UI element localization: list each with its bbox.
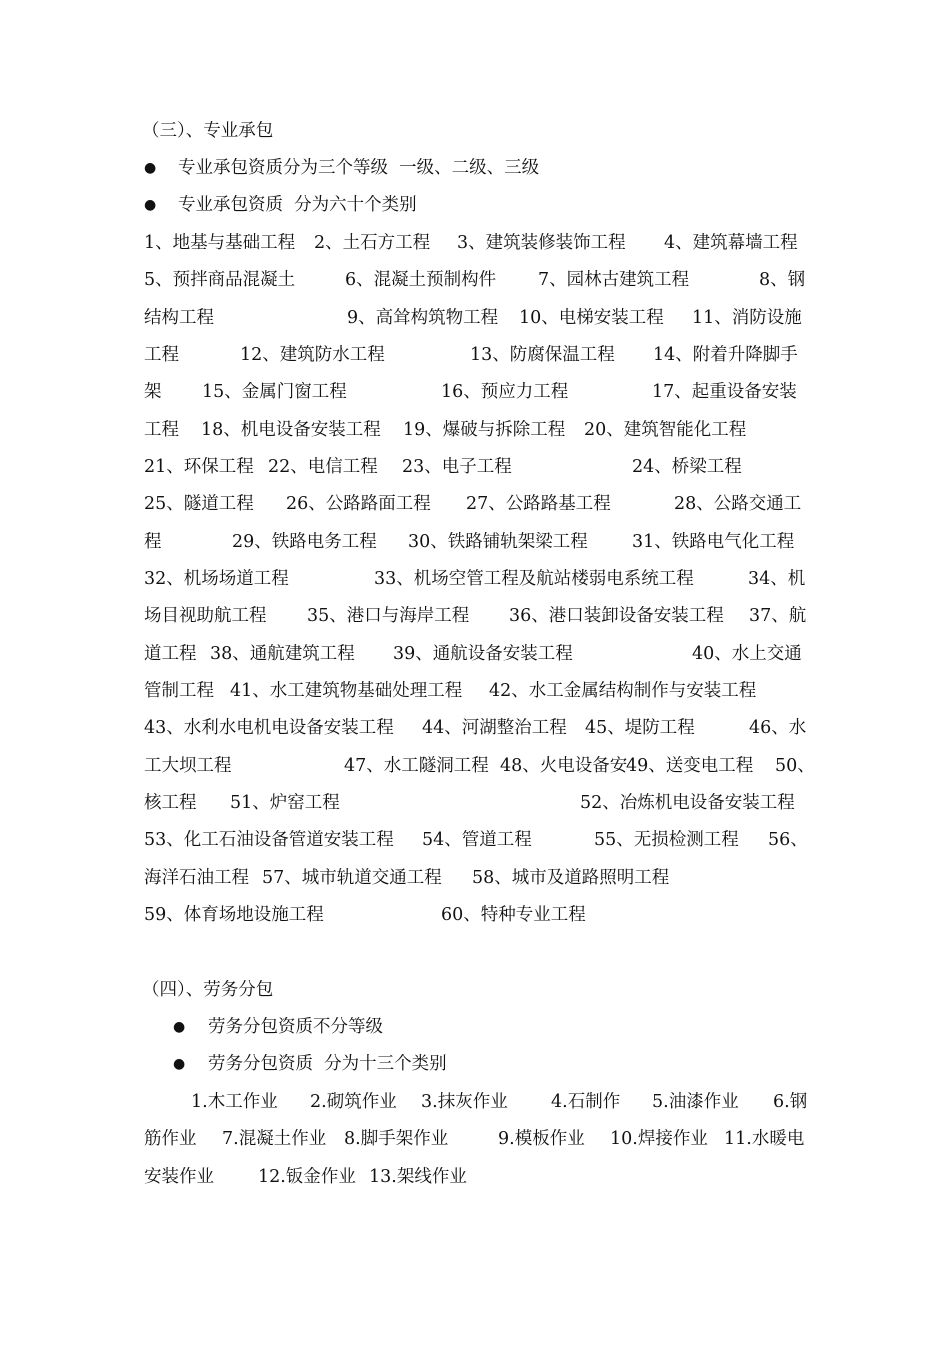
category-text: 工程 (144, 420, 179, 440)
category-line (0, 528, 950, 556)
bullet-item (0, 154, 950, 182)
category-text: 17、起重设备安装 (652, 382, 797, 402)
bullet-dot-icon: ● (144, 197, 157, 213)
category-line (0, 266, 950, 294)
category-line (0, 304, 950, 332)
category-line (0, 341, 950, 369)
category-text: 27、公路路基工程 (466, 494, 611, 514)
category-text: 11、消防设施 (692, 308, 802, 328)
category-text: 5、预拌商品混凝土 (144, 270, 296, 290)
category-text: 13、防腐保温工程 (470, 345, 615, 365)
section-heading (0, 117, 950, 145)
category-text: 2、土石方工程 (314, 233, 431, 253)
bullet-item (0, 1013, 950, 1041)
category-text: 3.抹灰作业 (421, 1092, 508, 1112)
category-line (0, 901, 950, 929)
category-text: 59、体育场地设施工程 (144, 905, 324, 925)
category-text: 25、隧道工程 (144, 494, 254, 514)
category-text: 7、园林古建筑工程 (538, 270, 690, 290)
section-heading (0, 976, 950, 1004)
category-text: 36、港口装卸设备安装工程 (509, 606, 724, 626)
section4-heading: （四）、劳务分包 (142, 980, 274, 1000)
category-text: 42、水工金属结构制作与安装工程 (489, 681, 757, 701)
bullet-item (0, 1050, 950, 1078)
category-text: 16、预应力工程 (441, 382, 569, 402)
category-text: 安装作业 (144, 1167, 214, 1187)
category-text: 34、机 (748, 569, 806, 589)
category-line (0, 565, 950, 593)
category-text: 49、送变电工程 (626, 756, 754, 776)
category-text: 工大坝工程 (144, 756, 232, 776)
category-text: 7.混凝土作业 (222, 1129, 327, 1149)
category-line (0, 864, 950, 892)
category-line (0, 229, 950, 257)
category-text: 1.木工作业 (191, 1092, 278, 1112)
category-text: 9.模板作业 (498, 1129, 585, 1149)
category-text: 15、金属门窗工程 (202, 382, 347, 402)
category-text: 44、河湖整治工程 (422, 718, 567, 738)
category-text: 40、水上交通 (692, 644, 802, 664)
category-text: 24、桥梁工程 (632, 457, 742, 477)
category-text: 2.砌筑作业 (310, 1092, 397, 1112)
category-line (0, 1088, 950, 1116)
category-line (0, 640, 950, 668)
category-text: 10.焊接作业 (610, 1129, 708, 1149)
category-text: 结构工程 (144, 308, 214, 328)
category-text: 52、冶炼机电设备安装工程 (580, 793, 795, 813)
category-text: 55、无损检测工程 (594, 830, 739, 850)
category-text: 29、铁路电务工程 (232, 532, 377, 552)
bullet-item (0, 191, 950, 219)
category-text: 程 (144, 532, 162, 552)
category-line (0, 453, 950, 481)
bullet-text: 专业承包资质分为三个等级 一级、二级、三级 (178, 158, 540, 178)
category-text: 30、铁路铺轨架梁工程 (408, 532, 588, 552)
section3-heading: （三）、专业承包 (142, 121, 274, 141)
category-text: 13.架线作业 (369, 1167, 467, 1187)
category-text: 43、水利水电机电设备安装工程 (144, 718, 394, 738)
category-line (0, 677, 950, 705)
category-text: 60、特种专业工程 (441, 905, 586, 925)
category-text: 5.油漆作业 (652, 1092, 739, 1112)
category-text: 53、化工石油设备管道安装工程 (144, 830, 394, 850)
category-text: 8.脚手架作业 (344, 1129, 449, 1149)
category-text: 9、高耸构筑物工程 (347, 308, 499, 328)
category-line (0, 826, 950, 854)
category-text: 6.钢 (773, 1092, 808, 1112)
category-text: 41、水工建筑物基础处理工程 (230, 681, 463, 701)
category-line (0, 714, 950, 742)
category-text: 4.石制作 (551, 1092, 621, 1112)
category-text: 11.水暖电 (724, 1129, 805, 1149)
category-text: 筋作业 (144, 1129, 197, 1149)
category-line (0, 378, 950, 406)
category-line (0, 490, 950, 518)
category-text: 33、机场空管工程及航站楼弱电系统工程 (374, 569, 694, 589)
category-text: 10、电梯安装工程 (519, 308, 664, 328)
category-text: 45、堤防工程 (585, 718, 695, 738)
category-text: 19、爆破与拆除工程 (403, 420, 566, 440)
category-text: 22、电信工程 (268, 457, 378, 477)
category-text: 4、建筑幕墙工程 (664, 233, 798, 253)
category-text: 3、建筑装修装饰工程 (457, 233, 626, 253)
category-text: 23、电子工程 (402, 457, 512, 477)
category-line (0, 602, 950, 630)
category-text: 51、炉窑工程 (230, 793, 340, 813)
category-text: 31、铁路电气化工程 (632, 532, 795, 552)
category-line (0, 789, 950, 817)
bullet-dot-icon: ● (144, 160, 157, 176)
category-text: 50、 (775, 756, 815, 776)
category-text: 12.钣金作业 (258, 1167, 356, 1187)
category-text: 37、航 (749, 606, 807, 626)
category-text: 28、公路交通工 (674, 494, 802, 514)
category-line (0, 752, 950, 780)
category-text: 6、混凝土预制构件 (345, 270, 497, 290)
category-text: 56、 (768, 830, 808, 850)
bullet-text: 劳务分包资质 分为十三个类别 (208, 1054, 447, 1074)
bullet-text: 劳务分包资质不分等级 (208, 1017, 383, 1037)
category-text: 54、管道工程 (422, 830, 532, 850)
category-text: 18、机电设备安装工程 (201, 420, 381, 440)
category-text: 21、环保工程 (144, 457, 254, 477)
category-text: 35、港口与海岸工程 (307, 606, 470, 626)
category-text: 道工程 (144, 644, 197, 664)
category-text: 12、建筑防水工程 (240, 345, 385, 365)
category-text: 20、建筑智能化工程 (584, 420, 747, 440)
bullet-dot-icon: ● (173, 1056, 186, 1072)
category-text: 14、附着升降脚手 (653, 345, 798, 365)
category-text: 38、通航建筑工程 (210, 644, 355, 664)
category-line (0, 416, 950, 444)
category-text: 57、城市轨道交通工程 (262, 868, 442, 888)
category-text: 46、水 (749, 718, 807, 738)
category-text: 管制工程 (144, 681, 214, 701)
category-line (0, 1125, 950, 1153)
category-text: 海洋石油工程 (144, 868, 249, 888)
bullet-text: 专业承包资质 分为六十个类别 (178, 195, 417, 215)
category-text: 架 (144, 382, 162, 402)
category-text: 核工程 (144, 793, 197, 813)
category-line (0, 1163, 950, 1191)
category-text: 39、通航设备安装工程 (393, 644, 573, 664)
category-text: 场目视助航工程 (144, 606, 267, 626)
category-text: 48、火电设备安 (500, 756, 628, 776)
bullet-dot-icon: ● (173, 1019, 186, 1035)
category-text: 58、城市及道路照明工程 (472, 868, 670, 888)
category-text: 8、钢 (759, 270, 806, 290)
category-text: 1、地基与基础工程 (144, 233, 296, 253)
category-text: 工程 (144, 345, 179, 365)
category-text: 26、公路路面工程 (286, 494, 431, 514)
category-text: 47、水工隧洞工程 (344, 756, 489, 776)
category-text: 32、机场场道工程 (144, 569, 289, 589)
